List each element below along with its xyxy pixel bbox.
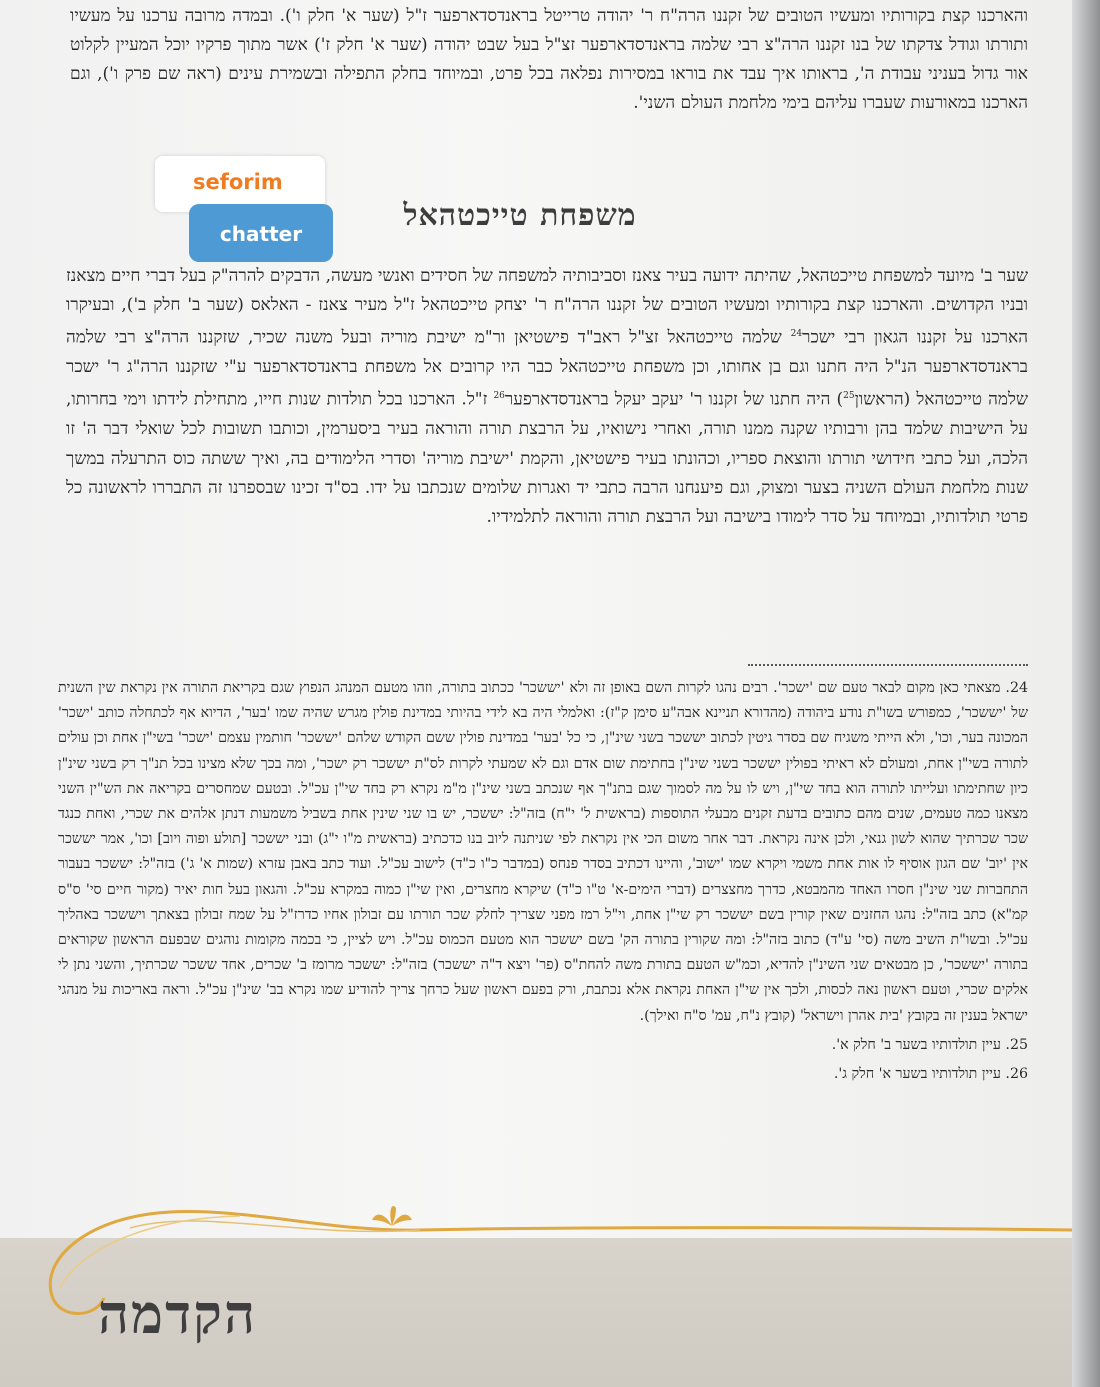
footnote-25: 25. עיין תולדותיו בשער ב' חלק א'. [831,1036,1028,1053]
logo-caption-text: chatter [219,222,303,246]
ornament-flower-icon [372,1206,412,1226]
page-edge [1072,0,1100,1387]
footnote-ref-24: 24 [790,329,803,340]
section-heading: משפחת טייכטהאל [403,198,637,233]
footnote-divider [748,664,1028,666]
footnotes [58,676,1028,1091]
seforim-chatter-logo [155,156,333,266]
footnote-ref-25: 25 [843,391,855,402]
section-body [66,262,1028,532]
body-text-part-1: שער ב' מיועד למשפחת טייכטהאל, שהיתה ידועה בעיר צאנז וסביבותיה למשפחה של חסידים ואנשי מעשה, הדבקים להרה"ק בעל דברי חיים מצאנז ובניו הקדושים. והארכנו קצת בקורותיו ומעשיו הטובים של זקננו הרה"ח ר' יצחק טייכטהאל ז"ל מעיר צאנז - האלאס (שער ב' חלק ב'), ובעיקרו הארכנו על זקננו הגאון רבי ישכר [66,266,1028,349]
body-text-part-4: ז"ל. הארכנו בכל תולדות שנות חייו, מתחילת לידתו וימי בחרותו, על הישיבות שלמד בהן ורבותיו שקנה ממנו תורה, ואחרי נישואיו, על הרבצת תורה והוראה בעיר ביסערמין, וכותבו תשובות לכל שואלי דבר ה' זו הלכה, ועל כתבי חידושי תורתו והוצאת ספריו, וכהונתו בעיר פישטיאן, והקמת 'ישיבת מוריה' וסדרי הלימודים בה, ואיך ששתה כוס התרעלה במשך שנות מלחמת העולם השניה בצער ומצוק, וגם פיענחנו הרבה כתבי יד ואגרות שלומים שנכתבו על ידו. בס"ד זכינו שבספרנו זה התבררו לראשונה כל פרטי תולדותיו, ובמיוחד על סדר לימודו בישיבה ועל הרבצת תורה והוראה לתלמידיו. [66,390,1028,527]
body-text-part-3: ) היה חתנו של זקננו ר' יעקב יעקל בראנדסדארפער [504,390,844,411]
intro-paragraph: והארכנו קצת בקורותיו ומעשיו הטובים של זקננו הרה"ח ר' יהודה טרייטל בראנדסדארפער ז"ל (שער א' חלק ו'). ובמדה מרובה ערכנו על מעשיו ותורתו וגודל צדקתו של בנו זקננו הרה"צ רבי שלמה בראנדסדארפער זצ"ל בעל שבט יהודה (שער א' חלק ז') אשר מתוך פרקיו יוכל המעיין לקלוט אור גדול בעניני עבודת ה', בראותו איך עבד את בוראו במסירות נפלאה בכל פרט, ובמיוחד בחלק התפילה ובשמירת עינים (ראה שם פרק ו'), וגם הארכנו במאורעות שעברו עליהם בימי מלחמת העולם השני'. [70,6,1028,113]
footer-title: הקדמה [98,1282,258,1346]
footnote-26: 26. עיין תולדותיו בשער א' חלק ג'. [833,1066,1028,1083]
body-text-part-2: שלמה טייכטהאל זצ"ל ראב"ד פישטיאן ור"מ ישיבת מוריה ובעל משנה שכיר, שזקננו הרה"צ רבי שלמה בראנדסדארפער הנ"ל היה חתנו וגם בן אחותו, וכן משפחת טייכטהאל כבר היו קרובים אל משפחת בראנדסדארפער ע"י שזקננו הרה"ג ר' ישכר שלמה טייכטהאל (הראשון [66,328,1028,411]
logo-chat-bubble [189,204,333,262]
footnote-24: 24. מצאתי כאן מקום לבאר טעם שם 'ישכר'. רבים נהגו לקרות השם באופן זה ולא 'יששכר' ככתוב בתורה, וזהו מטעם המנהג הנפוץ שגם בקריאת התורה אין נקראת שין השנית של 'יששכר', כמפורש בשו"ת נודע ביהודה (מהדורא תניינא אבה"ע סימן ק"ז): ואלמלי היה בא לידי בהיותי במדינת פולין מגרש שהיה שמו 'בער', הדיוא אף לכתחלה כותב 'ישכר' המכונה בער, וכו', ולא הייתי משגיח שם בסדר גיטין לכתוב יששכר בשני שינ"ן, כי כל 'בער' במדינת פולין ששם הקודש שלהם 'יששכר' חותמין עצמם 'ישכר' בשי"ן אחת וכן עולים לתורה בשי"ן אחת, ומעולם לא ראיתי בפולין יששכר בשני שינ"ן בחתימת שום אדם וגם לא שמעתי לקרות לס"ת יששכר רק ישכר', ומה בכך שלא מצינו בכל תנ"ך רק בשני שינ"ן כיון שחתימתו ועלייתו לתורה הוא בחד שי"ן, ויש לו על מה לסמוך שגם בתנ"ך אף שנכתב בשני שינ"ן מ"מ נקרא רק בחד שי"ן עכ"ל. ובטעם שמחסרים בקריאה את הש"ין השני מצאנו כמה טעמים, שנים מהם כתובים בדעת זקנים מבעלי התוספות (בראשית ל' י"ח) בזה"ל: יששכר, יש בו שני שינין אחת בשביל משמעות דנתן אלהים את שכרי, ואחת כנגד שכר שכרתיך שהוא לשון גנאי, ולכן אינה נקראת. דבר אחר משום הכי אין נקראת לפי שניתנה ליוב בנו כדכתיב (בראשית מ"ו י"ג) ובני יששכר [תולע ופוה ויוב] וכו', אמר יששכר אין 'יוב' שם הגון אוסיף לו אות אחת משמי ויקרא שמו 'ישוב', והיינו דכתיב בסדר פנחס (במדבר כ"ו כ"ד) לישוב עכ"ל. ועוד כתב באבן עזרא (שמות א' ג') בזה"ל: יששכר בעבור התחברות שני שינ"ן חסרו האחד מהמבטא, כדרך מחצצרים (דברי הימים-א' ט"ו כ"ד) שיקרא מחצרים, ואין שי"ן כמוה במקרא עכ"ל. והגאון בעל חות יאיר (מקור חיים סי' ס"ס קמ"א) כתב בזה"ל: נהגו החזנים שאין קורין בשם יששכר רק שי"ן אחת, וי"ל רמז מפני שצריך לחלק שכר תורתו עם זבולון אחיו כדרז"ל על שמח זבולון בצאתך ויששכר באהליך עכ"ל. ובשו"ת השיב משה (סי' ע"ד) כתוב בזה"ל: ומה שקורין בתורה הק' בשם יששכר הוא מטעם הכמוס עכ"ל. ויש לציין, כי בכמה מקומות נוהגים שבפעם הראשון שקוראים בתורה 'יששכר', כן מבטאים שני השינ"ן להדיא, וכמ"ש הטעם בתורת משה להחת"ס (פר' ויצא ד"ה יששכר) בזה"ל: יששכר מרומז ב' שכרים, אחד ששכר שכרתיך, והשני נתן לי אלקים שכרי, וטעם ראשון נאה לכסות, ולכך אין שי"ן האחת נקראת אלא נכתבת, ורק בפעם ראשון שעל כרחך צריך להודיע שמו נקרא בב' שינ"ן עכ"ל. וראה באריכות על מנהגי ישראל בענין זה בקובץ 'בית אהרן וישראל' (קובץ נ"ח, עמ' ס"ח ואילך). [58,680,1028,1024]
footnote-ref-26: 26 [493,391,505,402]
logo-brand-text: seforim [193,170,283,194]
